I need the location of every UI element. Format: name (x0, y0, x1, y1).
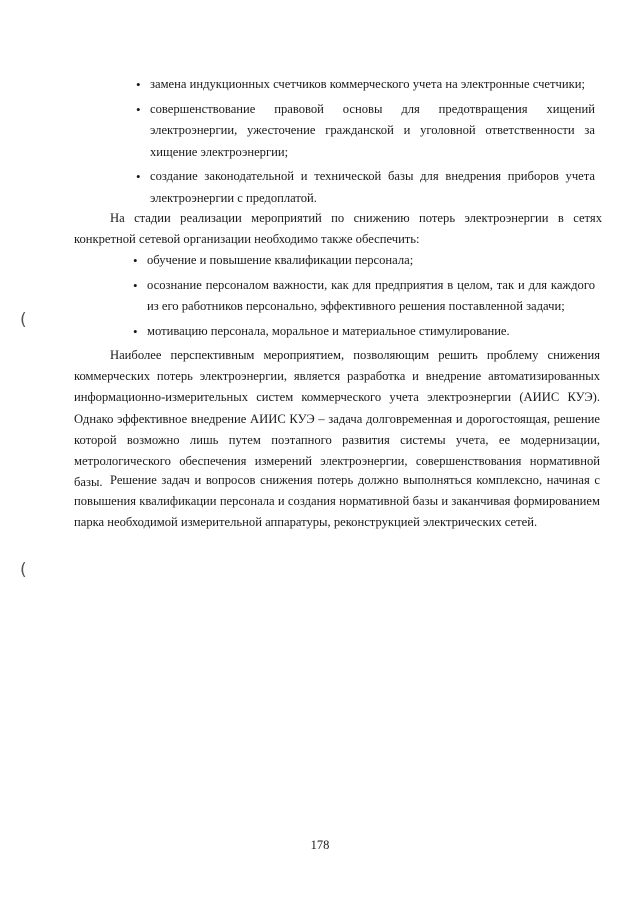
paragraph-aiis-kue: Наиболее перспективным мероприятием, позволяющим решить проблему снижения коммерческих потерь электроэнергии, является разработка и внедрение автоматизированных информационно-измерительных систем коммерческого учета электроэнергии (АИИС КУЭ). Однако эффективное внедрение АИИС КУЭ – задача долговременная и дорогостоящая, решение которой возможно лишь путем поэтапного развития системы учета, ее модернизации, метрологического обеспечения измерений электроэнергии, совершенствования нормативной базы. (74, 348, 600, 490)
bullet-icon: • (133, 277, 138, 293)
list-item-text: создание законодательной и технической базы для внедрения приборов учета электроэнергии с предоплатой. (150, 169, 595, 205)
list-item-text: мотивацию персонала, моральное и материальное стимулирование. (147, 323, 510, 338)
list-item (136, 99, 595, 164)
list-item (133, 250, 595, 272)
paragraph-complex-solution: Решение задач и вопросов снижения потерь должно выполняться комплексно, начиная с повышения квалификации персонала и создания нормативной базы и заканчивая формированием парка необходимой измерительной аппаратуры, реконструкцией электрических сетей. (74, 473, 600, 530)
list-item-text: замена индукционных счетчиков коммерческого учета на электронные счетчики; (150, 77, 585, 91)
punch-hole-mark-icon: ( (20, 560, 27, 580)
bullet-icon: • (136, 77, 141, 92)
bullet-list-personnel (133, 250, 595, 345)
list-item-text: обучение и повышение квалификации персонала; (147, 253, 414, 267)
page-number: 178 (310, 838, 330, 852)
list-item (136, 166, 595, 209)
list-item (133, 275, 595, 318)
paragraph-implementation-stage: На стадии реализации мероприятий по снижению потерь электроэнергии в сетях конкретной сетевой организации необходимо также обеспечить: (74, 211, 602, 247)
bullet-icon: • (133, 323, 138, 339)
bullet-icon: • (136, 101, 141, 117)
list-item-text: совершенствование правовой основы для предотвращения хищений электроэнергии, ужесточение гражданской и уголовной ответственности за хищение электроэнергии; (150, 101, 595, 159)
bullet-list-measures (136, 74, 595, 212)
list-item (136, 74, 595, 96)
bullet-icon: • (133, 253, 138, 268)
punch-hole-mark-icon: ( (20, 310, 27, 330)
list-item-text: осознание персоналом важности, как для предприятия в целом, так и для каждого из его работников персонально, эффективного решения поставленной задачи; (147, 277, 595, 313)
bullet-icon: • (136, 169, 141, 184)
list-item (133, 321, 595, 343)
